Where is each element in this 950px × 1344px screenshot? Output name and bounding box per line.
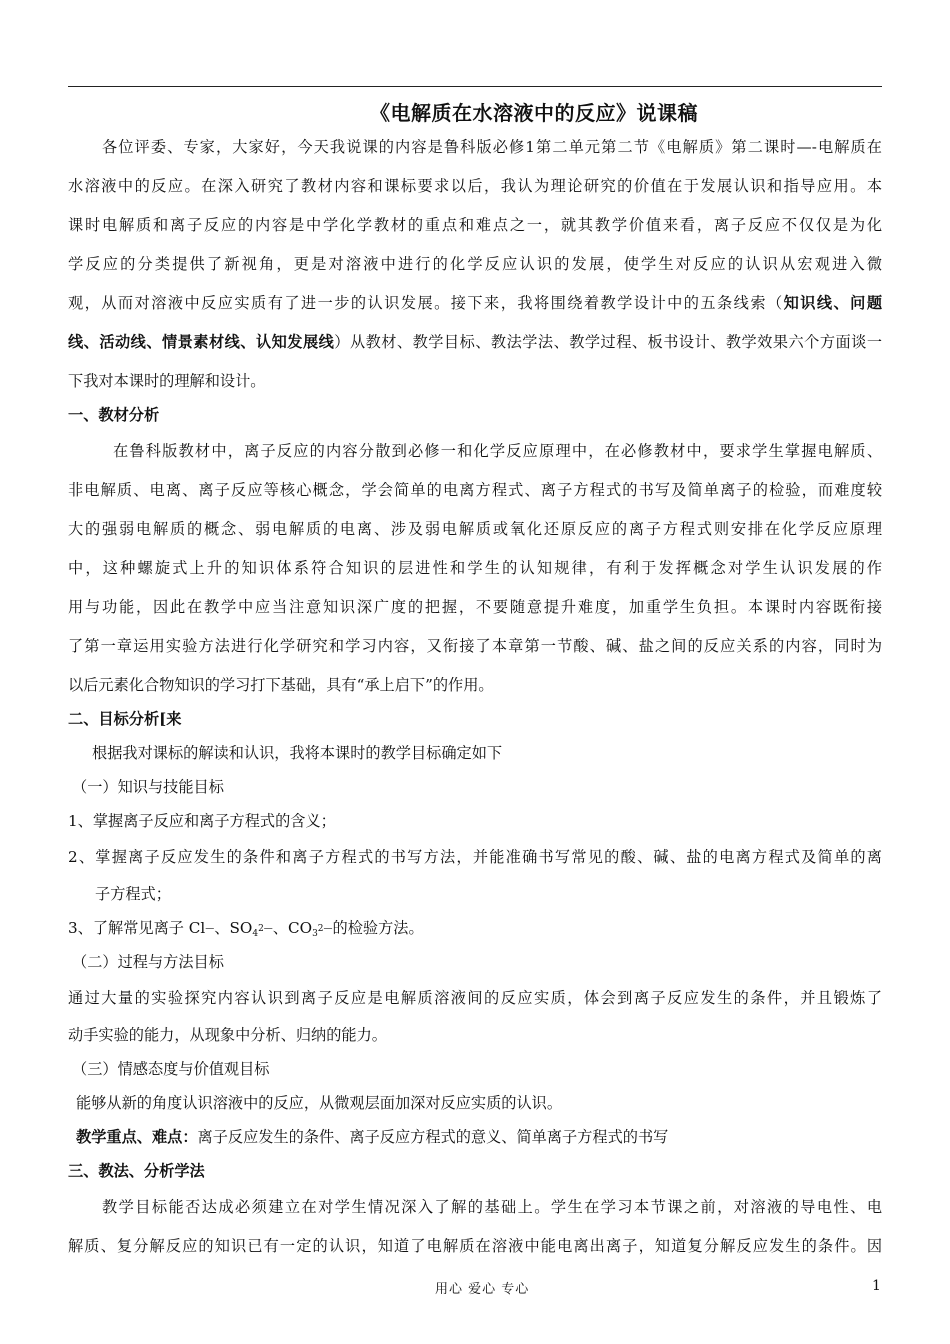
intro-line-2: 水溶液中的反应。在深入研究了教材内容和课标要求以后，我认为理论研究的价值在于发展认识和指导应用。本 bbox=[68, 177, 882, 195]
intro-bold-threads-2: 线、活动线、情景素材线、认知发展线 bbox=[68, 333, 335, 351]
cl-charge: — bbox=[205, 924, 215, 934]
co3-charge: 2— bbox=[317, 924, 333, 934]
so4-charge: 2— bbox=[258, 924, 273, 934]
so4-subscript: 4 bbox=[252, 929, 259, 939]
subheading-process: （二）过程与方法目标 bbox=[72, 953, 224, 971]
document-title: 《电解质在水溶液中的反应》说课稿 bbox=[370, 101, 698, 125]
intro-line-6-text: ）从教材、教学目标、教法学法、教学过程、板书设计、教学效果六个方面谈一 bbox=[334, 333, 883, 351]
header-rule bbox=[68, 86, 882, 87]
section1-line-3: 大的强弱电解质的概念、弱电解质的电离、涉及弱电解质或氧化还原反应的离子方程式则安排在化学反应原理 bbox=[68, 520, 882, 538]
section3-line-2: 解质、复分解反应的知识已有一定的认识，知道了电解质在溶液中能电离出离子，知道复分解反应发生的条件。因 bbox=[68, 1237, 882, 1255]
section1-line-2: 非电解质、电离、离子反应等核心概念，学会简单的电离方程式、离子方程式的书写及简单离子的检验，而难度较 bbox=[68, 481, 882, 499]
intro-line-1: 各位评委、专家，大家好，今天我说课的内容是鲁科版必修1第二单元第二节《电解质》第二课时—-电解质在 bbox=[102, 138, 882, 156]
section1-line-4: 中，这种螺旋式上升的知识体系符合知识的层进性和学生的认知规律，有利于发挥概念对学生认识发展的作 bbox=[68, 559, 882, 577]
intro-line-4: 学反应的分类提供了新视角，更是对溶液中进行的化学反应认识的发展，使学生对反应的认识从宏观进入微 bbox=[68, 255, 882, 273]
section3-heading: 三、教法、分析学法 bbox=[68, 1162, 205, 1180]
co3-subscript: 3 bbox=[312, 929, 318, 939]
section1-line-1: 在鲁科版教材中，离子反应的内容分散到必修一和化学反应原理中，在必修教材中，要求学生掌握电解质、 bbox=[113, 442, 882, 460]
key-points-text: 离子反应发生的条件、离子反应方程式的意义、简单离子方程式的书写 bbox=[197, 1128, 669, 1146]
key-points-line bbox=[76, 1127, 890, 1147]
intro-line-5 bbox=[68, 293, 882, 313]
section1-line-6: 了第一章运用实验方法进行化学研究和学习内容，又衔接了本章第一节酸、碱、盐之间的反应关系的内容，同时为 bbox=[68, 637, 882, 655]
process-line-1: 通过大量的实验探究内容认识到离子反应是电解质溶液间的反应实质，体会到离子反应发生的条件，并且锻炼了 bbox=[68, 989, 882, 1007]
subheading-knowledge: （一）知识与技能目标 bbox=[72, 778, 224, 796]
process-line-2: 动手实验的能力，从现象中分析、归纳的能力。 bbox=[68, 1026, 387, 1044]
intro-bold-threads-1: 知识线、问题 bbox=[783, 294, 883, 312]
section1-line-5: 用与功能，因此在教学中应当注意知识深广度的把握，不要随意提升难度，加重学生负担。本课时内容既衔接 bbox=[68, 598, 882, 616]
objective-item-3 bbox=[68, 918, 882, 938]
intro-line-3: 课时电解质和离子反应的内容是中学化学教材的重点和难点之一，就其教学价值来看，离子反应不仅仅是为化 bbox=[68, 216, 882, 234]
section1-line-7: 以后元素化合物知识的学习打下基础，具有“承上启下”的作用。 bbox=[68, 676, 494, 694]
key-points-label: 教学重点、难点： bbox=[76, 1128, 198, 1146]
page-footer: 用心 爱心 专心 bbox=[435, 1282, 530, 1297]
page-number: 1 bbox=[872, 1278, 881, 1294]
objective-item-2: 2、掌握离子反应发生的条件和离子方程式的书写方法，并能准确书写常见的酸、碱、盐的电离方程式及简单的离 bbox=[68, 848, 882, 866]
item3-text-c: 、CO bbox=[272, 919, 313, 937]
intro-line-6 bbox=[68, 332, 882, 352]
objective-item-2-cont: 子方程式； bbox=[95, 885, 171, 903]
section2-lead: 根据我对课标的解读和认识，我将本课时的教学目标确定如下 bbox=[92, 744, 503, 762]
emotion-line: 能够从新的角度认识溶液中的反应，从微观层面加深对反应实质的认识。 bbox=[76, 1094, 562, 1112]
section2-heading: 二、目标分析[来 bbox=[68, 710, 182, 728]
item3-text-b: 、SO bbox=[214, 919, 253, 937]
section3-line-1: 教学目标能否达成必须建立在对学生情况深入了解的基础上。学生在学习本节课之前，对溶液的导电性、电 bbox=[102, 1198, 882, 1216]
objective-item-1: 1、掌握离子反应和离子方程式的含义； bbox=[68, 812, 336, 830]
item3-text-d: 的检验方法。 bbox=[332, 919, 424, 937]
intro-line-5-text: 观，从而对溶液中反应实质有了进一步的认识发展。接下来，我将围绕着教学设计中的五条线索（ bbox=[68, 294, 784, 312]
intro-line-7: 下我对本课时的理解和设计。 bbox=[68, 372, 266, 390]
subheading-emotion: （三）情感态度与价值观目标 bbox=[72, 1060, 270, 1078]
item3-text-a: 3、了解常见离子 Cl bbox=[68, 919, 206, 937]
section1-heading: 一、教材分析 bbox=[68, 406, 160, 424]
